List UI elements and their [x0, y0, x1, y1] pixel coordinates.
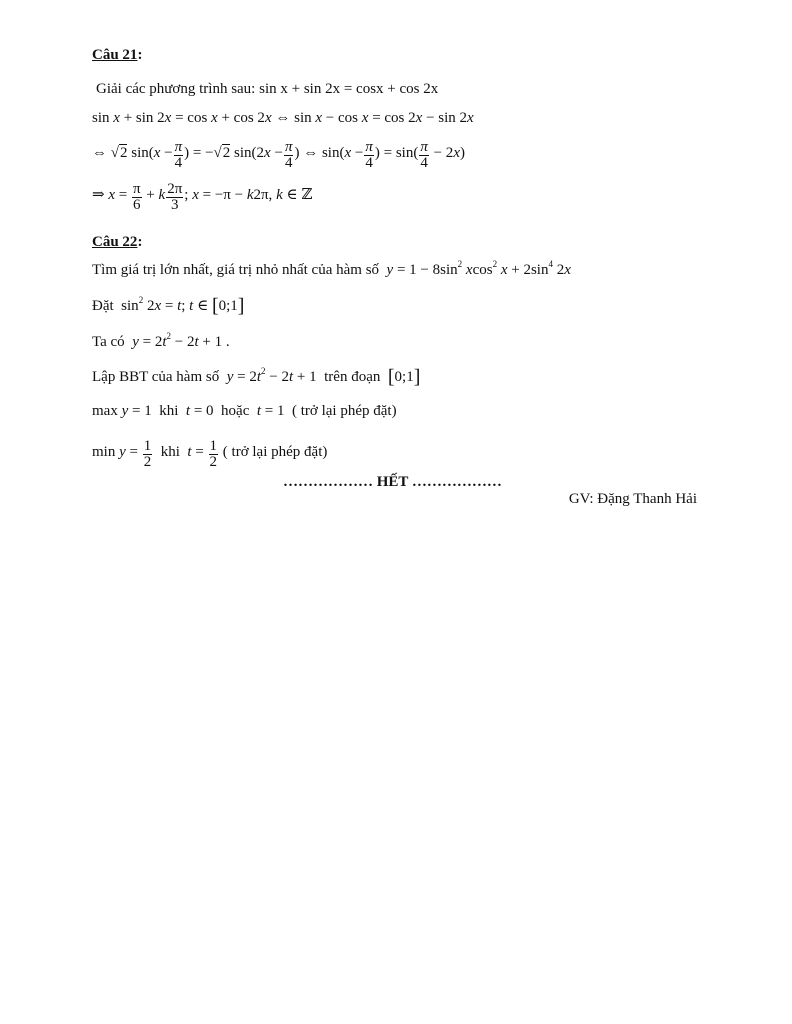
q21-heading-row	[92, 45, 142, 65]
q22-set-label: Đặt	[92, 298, 114, 314]
q22-intro: Tìm giá trị lớn nhất, giá trị nhỏ nhất của hàm số	[92, 262, 380, 278]
q21-heading: Câu 21	[92, 47, 138, 63]
q21-colon: :	[137, 47, 143, 63]
end-marker: ……………… HẾT ………………	[283, 474, 502, 490]
q21-problem	[96, 79, 438, 99]
q22-bbt: Lập BBT của hàm số $y = 2t^2 - 2t + 1$ trên đoạn [0;1]	[92, 366, 421, 388]
q22-function: Ta có $y = 2t^2 - 2t + 1$ .	[92, 331, 230, 350]
q21-equation: sin x + sin 2x = cosx + cos 2x	[259, 81, 439, 97]
q22-bbt-label: Lập BBT của hàm số	[92, 369, 220, 385]
q22-min: min y = $\frac{1}{2}$ khi t = $\frac{1}{2}$ ( trở lại phép đặt)	[92, 438, 328, 470]
q22-taco-label: Ta có	[92, 334, 125, 350]
q22-max: max y = 1 khi t = 0 hoặc t = 1 ( trở lại phép đặt)	[92, 403, 397, 419]
q21-solution: ⇒ x = $\frac{\pi}{6}$ + k $\frac{2\pi}{3}$ ; x = −π − k2π, k ∈ ℤ	[92, 181, 313, 213]
q22-min-back-sub: ( trở lại phép đặt)	[222, 443, 328, 460]
q22-problem: Tìm giá trị lớn nhất, giá trị nhỏ nhất của hàm số $y = 1 - 8\sin^2$ xcos$^2$ $x + 2\sin^4$ 2x	[92, 259, 571, 278]
q22-max-when: khi	[159, 403, 179, 419]
q21-step2: ⇔ √2 sin(x − $\frac{\pi}{4}$ ) = −√2 sin(2x − $\frac{\pi}{4}$ ) ⇔ sin(x − $\frac{\pi}{4}$ ) = sin( $\frac{\pi}{4}$ − 2x)	[92, 139, 465, 171]
q22-or: hoặc	[221, 403, 250, 419]
q22-min-when: khi	[160, 443, 180, 460]
q22-heading: Câu 22	[92, 234, 138, 250]
q22-colon: :	[137, 234, 143, 250]
q22-substitution: Đặt $\sin^2 2x = t$; t ∈ [0;1]	[92, 295, 245, 317]
author-credit: GV: Đặng Thanh Hải	[568, 491, 697, 507]
q22-heading-row	[92, 232, 142, 252]
q22-on-interval-label: trên đoạn	[324, 369, 381, 385]
q21-step1: sin x + sin 2x = cos x + cos 2x ⇔ sin x − cos x = cos 2x − sin 2x	[92, 110, 474, 126]
q21-intro: Giải các phương trình sau:	[96, 81, 256, 97]
q22-max-back-sub: ( trở lại phép đặt)	[292, 403, 397, 419]
